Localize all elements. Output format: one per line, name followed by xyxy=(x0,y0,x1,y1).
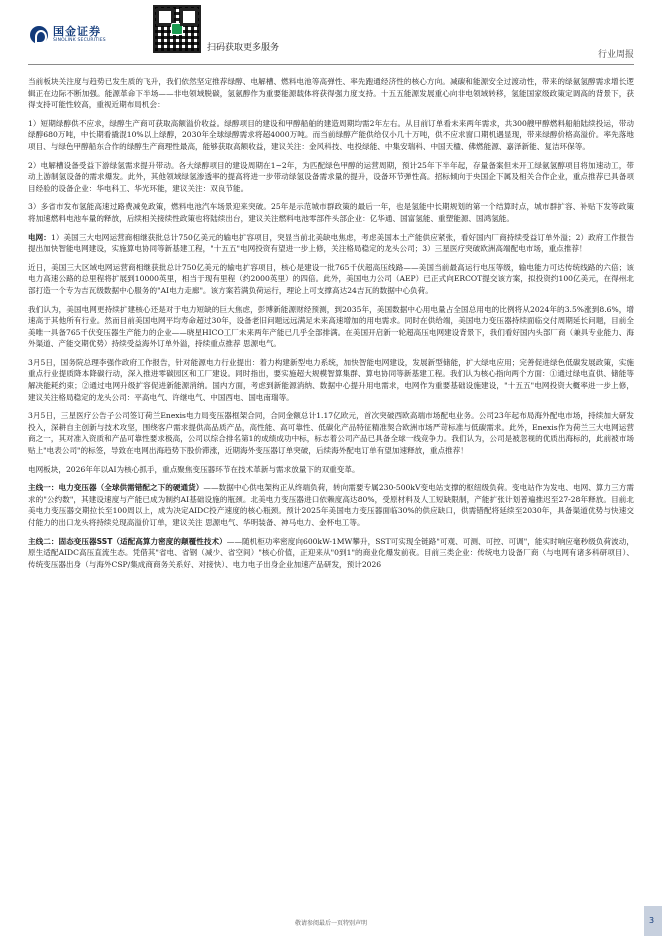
document-type-label: 行业周报 xyxy=(597,50,634,60)
report-body xyxy=(28,76,634,570)
paragraph xyxy=(28,232,634,255)
paragraph xyxy=(28,201,634,224)
paragraph-text: 3）多省市发布氢能高速过路费减免政策，燃料电池汽车场景迎来突破。25年是示范城市群政策的最后一年，也是氢能中长期规划的第一个结算时点，城市群扩容、补贴下发等政策将加速燃料电池车量的释放，后续相关接续性政策也将陆续出台，建议关注燃料电池零部件头部企业：亿华通、国富氢能、重塑能源、国鸿氢能。 xyxy=(28,202,634,223)
header-divider xyxy=(28,64,634,65)
paragraph-text: 电网板块，2026年年以AI为核心抓手，重点聚焦变压器环节在技术革新与需求放量下的双重变革。 xyxy=(28,464,360,474)
logo-cn-text: 国金证券 xyxy=(53,25,101,39)
qr-caption: 扫码获取更多服务 xyxy=(207,43,280,53)
paragraph-gap xyxy=(28,111,634,118)
logo-en-text: SINOLINK SECURITIES xyxy=(53,38,106,44)
paragraph-gap xyxy=(28,153,634,160)
paragraph-gap xyxy=(28,529,634,536)
paragraph xyxy=(28,304,634,350)
paragraph-text: 近日，美国三大区域电网运营商相继获批总计750亿美元的输电扩容项目，核心是建设一批765千伏超高压线路——美国当前最高运行电压等级，输电能力可达传统线路的六倍；该电力高速公路的总里程将扩展到10000英里，相当于现有里程（约2000英里）的四倍。此外，美国电力公司（AEP）已正式向ERCOT提交该方案，拟投资约100亿美元，在得州北部打造一个专为吉瓦级数据中心服务的"AI电力走廊"。该方案若满负荷运行，理论上可支撑高达24吉瓦的数据中心负荷。 xyxy=(28,262,634,295)
paragraph-lead: 主线一：电力变压器（全球供需错配之下的硬通货） xyxy=(28,483,204,493)
paragraph-gap xyxy=(28,475,634,482)
paragraph-gap xyxy=(28,350,634,357)
paragraph-text: ——随机柜功率密度向600kW-1MW攀升，SST可实现全链路"可观、可测、可控、可调"，能实时响应毫秒级负荷波动，原生适配AIDC高压直流生态。凭借其"省电、省钢（减少、省空间）"核心价值，正迎来从"0到1"的商业化爆发前夜。目前三类企业：传统电力设备厂商（与电网有诸多科研项目）、传统变压器出身（与海外CSP/集成商商务关系好、对接快）、电力电子出身企业加速产品研发，预计2026 xyxy=(28,536,634,569)
paragraph-gap xyxy=(28,225,634,232)
footer-disclaimer: 敬请参阅最后一页特别声明 xyxy=(294,920,367,927)
paragraph-text: ——数据中心供电架构正从终端负荷，转向需要专属230-500kV变电站支撑的枢纽级负荷。变电站作为发电、电网、算力三方需求的"公约数"，其建设速度与产能已成为制约AI基础设施的瓶颈。北美电力变压器进口依赖度高达80%，受原材料及人工短缺限制，产能扩张计划普遍推迟至27-28年释放。目前北美电力变压器交期拉长至100周以上，成为决定AIDC投产速度的核心瓶颈。预计2025年美国电力变压器面临30%的供应缺口，供需错配将延续至2030年，具备渠道优势与快速交付能力的出口龙头将持续兑现高溢价订单，建议关注 思源电气、华明装备、神马电力、金杯电工等。 xyxy=(28,483,634,527)
paragraph xyxy=(28,160,634,195)
paragraph-gap xyxy=(28,403,634,410)
paragraph xyxy=(28,262,634,297)
paragraph-gap xyxy=(28,255,634,262)
paragraph-gap xyxy=(28,297,634,304)
paragraph xyxy=(28,76,634,111)
paragraph-text: 1）美国三大电网运营商相继获批总计750亿美元的输电扩容项目，突显当前北美缺电焦虑，考虑美国本土产能供应紧张，看好国内厂商持续受益订单外溢；2）政府工作报告提出加快智能电网建设，实施算电协同等新基建工程，"十五五"电网投资有望进一步上修，关注格局稳定的龙头公司；3）三星医疗突破欧洲高端配电市场，重点推荐！ xyxy=(28,232,634,254)
paragraph xyxy=(28,410,634,456)
paragraph-text: 我们认为，美国电网更持续扩建核心还是对于电力短缺的巨大焦虑，彭博新能源财经预测，到2035年，美国数据中心用电量占全国总用电的比例将从2024年的3.5%涨到8.6%，增速高于其他所有行业。然而目前美国电网平均寿命超过30年，设备老旧问题远远满足未来高速增加的用电需求。同时在供给端，美国电力变压器持续面临交付周期延长问题，目前全美唯一具备765千伏变压器生产能力的企业——晓星HICO工厂未来两年产能已几乎全部排满。在美国开启新一轮超高压电网建设背景下，我们看好国内头部厂商（兼具专业能力、海外渠道、产能交期优势）持续受益海外订单外溢，持续重点推荐 思源电气。 xyxy=(28,304,634,349)
page-number-tab xyxy=(644,906,662,936)
paragraph-gap xyxy=(28,457,634,464)
company-logo xyxy=(30,26,106,44)
logo-mark-icon xyxy=(30,26,48,44)
paragraph xyxy=(28,536,634,571)
paragraph-gap xyxy=(28,194,634,201)
paragraph-text: 2）电解槽设备受益下游绿氢需求提升带动。各大绿醇项目的建设周期在1~2年，为匹配绿色甲醇的运营周期，预计25年下半年起，存量备案但未开工绿氨氢醇项目将加速动工，带动上游制氢设备的需求爆发。此外，其他领域绿氢渗透率的提高将进一步带动绿氢设备需求量的提升，设备环节弹性高。招标倾向于央国企下属及相关合作企业，重点推荐已具备项目经验的设备企业：华电科工、华光环能，建议关注：双良节能。 xyxy=(28,160,634,193)
page-header xyxy=(0,0,662,68)
paragraph-text: 3月5日，国务院总理李强作政府工作报告，针对能源电力行业提出：着力构建新型电力系统，加快智能电网建设，发展新型储能，扩大绿电应用；完善促进绿色低碳发展政策，实施重点行业提质降本降碳行动，深入推进零碳园区和工厂建设。同时指出，要实施超大规模智算集群、算电协同等新基建工程。我们认为核心指向两个方面：①通过绿电直供、储能等解决能耗约束；②通过电网升级扩容促进新能源消纳。国内方面，考虑到新能源消纳、数据中心提升用电需求，电网作为重要基础设施建设，"十五五"电网投资大概率进一步上修，建议关注格局稳定的龙头公司：平高电气、许继电气、中国西电、国电南瑞等。 xyxy=(28,357,634,402)
paragraph xyxy=(28,482,634,528)
paragraph xyxy=(28,118,634,153)
paragraph xyxy=(28,357,634,403)
page-number: 3 xyxy=(649,916,655,925)
qr-code-icon[interactable] xyxy=(153,5,201,53)
paragraph-lead: 电网： xyxy=(28,232,51,242)
paragraph-text: 当前板块关注度与趋势已发生质的飞升，我们依然坚定推荐绿醇、电解槽、燃料电池等高弹性、率先跑通经济性的核心方向。减碳和能源安全过渡动性，带来的绿氨氢醇需求增长逻辑正在边际不断加强。能源革命下半场——非电领域脱碳，氢氨醇作为重要能源载体将获得强力度支持。十五五能源发展重心向非电领域转移，氢能国家级政策定调高的背景下，获得支持可能性较高，重视近期布局机会： xyxy=(28,77,634,110)
paragraph-lead: 主线二：固态变压器SST（适配高算力密度的颠覆性技术） xyxy=(28,536,227,546)
paragraph-text: 1）短期绿醇供不应求，绿醇生产商可获取高额溢价收益。绿醇项目的建设和甲醇船舶的建造周期均需2年左右。从目前订单看未来两年需求，共300艘甲醇燃料船舶陆续投运，带动绿醇680万吨，中长期看撬混10%以上绿醇，2030年全球绿醇需求将超4000万吨。而当前绿醇产能供给仅小几十万吨，供不应求窗口期机遇显现，带来绿醇价格高溢价。率先落地项目、与绿色甲醇船东合作的绿醇生产商理性最高，能够获取高额收益，建议关注：金风科技、电投绿能、中集安瑞科、中国天楹、佛燃能源、嘉泽新能、复洁环保等。 xyxy=(28,118,634,151)
paragraph xyxy=(28,464,634,476)
paragraph-text: 3月5日，三星医疗公告子公司签订荷兰Enexis电力局变压器框架合同，合同金额总计1.17亿欧元，首次突破西欧高端市场配电业务。公司23年起布局海外配电市场，持续加大研发投入，深耕自主创新与技术攻坚，围绕客户需求提供高品质产品，高性能、高可靠性、低碳化产品特征精准契合欧洲市场严苛标准与低碳需求。此外，Enexis作为荷兰三大电网运营商之一，其对准入资质和产品可靠性要求极高，公司以综合排名第1的成绩成功中标，标志着公司产品已具备全球一线竞争力。我们认为，公司是被忽视的优质出海标的，此前被市场贴上"电表公司"的标签，导致在电网出海趋势下股价滞涨，近期海外变压器订单突破，后续海外配电订单有望加速释放，重点推荐！ xyxy=(28,411,634,456)
